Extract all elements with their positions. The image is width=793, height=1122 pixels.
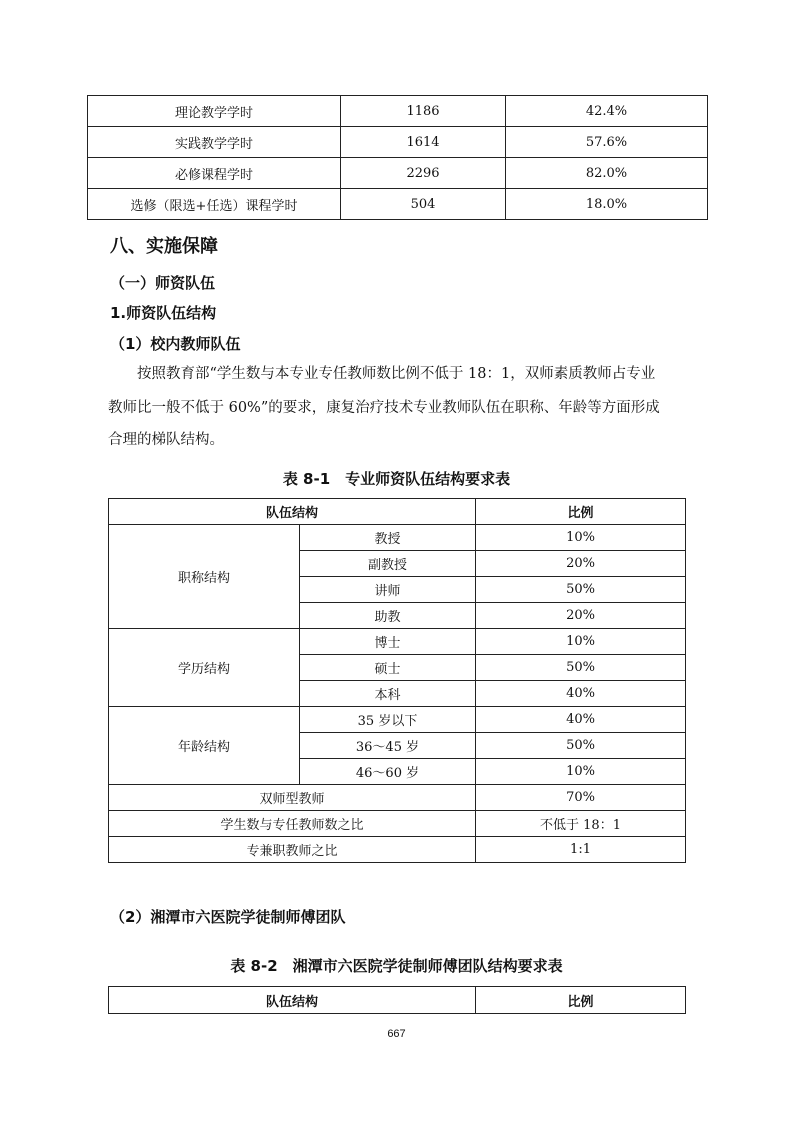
item-name: 46～60 岁 [300, 759, 476, 785]
subsection-title: （1）校内教师队伍 [110, 335, 241, 353]
header-structure: 队伍结构 [109, 499, 476, 525]
item-ratio: 40% [476, 681, 686, 707]
table-row [88, 96, 708, 127]
item-name: 硕士 [300, 655, 476, 681]
paragraph-line: 教师比一般不低于 60%”的要求，康复治疗技术专业教师队伍在职称、年龄等方面形成 [108, 400, 660, 416]
hours-value: 504 [341, 189, 506, 220]
table-row [109, 811, 686, 837]
hours-item: 实践教学学时 [88, 127, 341, 158]
item-ratio: 10% [476, 629, 686, 655]
table-row [109, 837, 686, 863]
item-ratio: 50% [476, 733, 686, 759]
item-ratio: 20% [476, 551, 686, 577]
table-header-row [109, 987, 686, 1014]
table-row [88, 158, 708, 189]
item-name: 35 岁以下 [300, 707, 476, 733]
mentor-team-table [108, 986, 686, 1014]
item-name: 博士 [300, 629, 476, 655]
item-ratio: 1:1 [476, 837, 686, 863]
header-structure: 队伍结构 [109, 987, 476, 1014]
table-header-row [109, 499, 686, 525]
item-name: 双师型教师 [109, 785, 476, 811]
header-ratio: 比例 [476, 987, 686, 1014]
subsection-title: 1.师资队伍结构 [110, 304, 217, 322]
item-name: 本科 [300, 681, 476, 707]
item-ratio: 不低于 18：1 [476, 811, 686, 837]
subsection-title: （一）师资队伍 [110, 274, 216, 292]
paragraph-line: 按照教育部“学生数与本专业专任教师数比例不低于 18：1，双师素质教师占专业 [137, 366, 656, 382]
hours-table [87, 95, 708, 220]
table-row [109, 525, 686, 551]
table-row [88, 127, 708, 158]
item-ratio: 50% [476, 655, 686, 681]
item-name: 36～45 岁 [300, 733, 476, 759]
hours-ratio: 18.0% [506, 189, 708, 220]
faculty-structure-table [108, 498, 686, 863]
item-ratio: 40% [476, 707, 686, 733]
hours-ratio: 42.4% [506, 96, 708, 127]
section-title: 八、实施保障 [110, 236, 218, 257]
item-name: 教授 [300, 525, 476, 551]
paragraph-line: 合理的梯队结构。 [108, 432, 224, 448]
group-label: 学历结构 [109, 629, 300, 707]
table-row [109, 785, 686, 811]
hours-item: 必修课程学时 [88, 158, 341, 189]
item-name: 助教 [300, 603, 476, 629]
item-name: 学生数与专任教师数之比 [109, 811, 476, 837]
item-name: 讲师 [300, 577, 476, 603]
header-ratio: 比例 [476, 499, 686, 525]
table-row [88, 189, 708, 220]
item-name: 专兼职教师之比 [109, 837, 476, 863]
table-row [109, 629, 686, 655]
hours-value: 2296 [341, 158, 506, 189]
subsection-title: （2）湘潭市六医院学徒制师傅团队 [110, 908, 346, 926]
item-ratio: 20% [476, 603, 686, 629]
group-label: 职称结构 [109, 525, 300, 629]
page-number: 667 [387, 1028, 406, 1040]
table-caption: 表 8-1 专业师资队伍结构要求表 [282, 470, 511, 488]
hours-item: 选修（限选+任选）课程学时 [88, 189, 341, 220]
hours-item: 理论教学学时 [88, 96, 341, 127]
table-caption: 表 8-2 湘潭市六医院学徒制师傅团队结构要求表 [230, 957, 563, 975]
item-ratio: 10% [476, 525, 686, 551]
item-ratio: 70% [476, 785, 686, 811]
group-label: 年龄结构 [109, 707, 300, 785]
hours-value: 1614 [341, 127, 506, 158]
hours-ratio: 57.6% [506, 127, 708, 158]
item-name: 副教授 [300, 551, 476, 577]
hours-value: 1186 [341, 96, 506, 127]
hours-ratio: 82.0% [506, 158, 708, 189]
item-ratio: 10% [476, 759, 686, 785]
table-row [109, 707, 686, 733]
item-ratio: 50% [476, 577, 686, 603]
